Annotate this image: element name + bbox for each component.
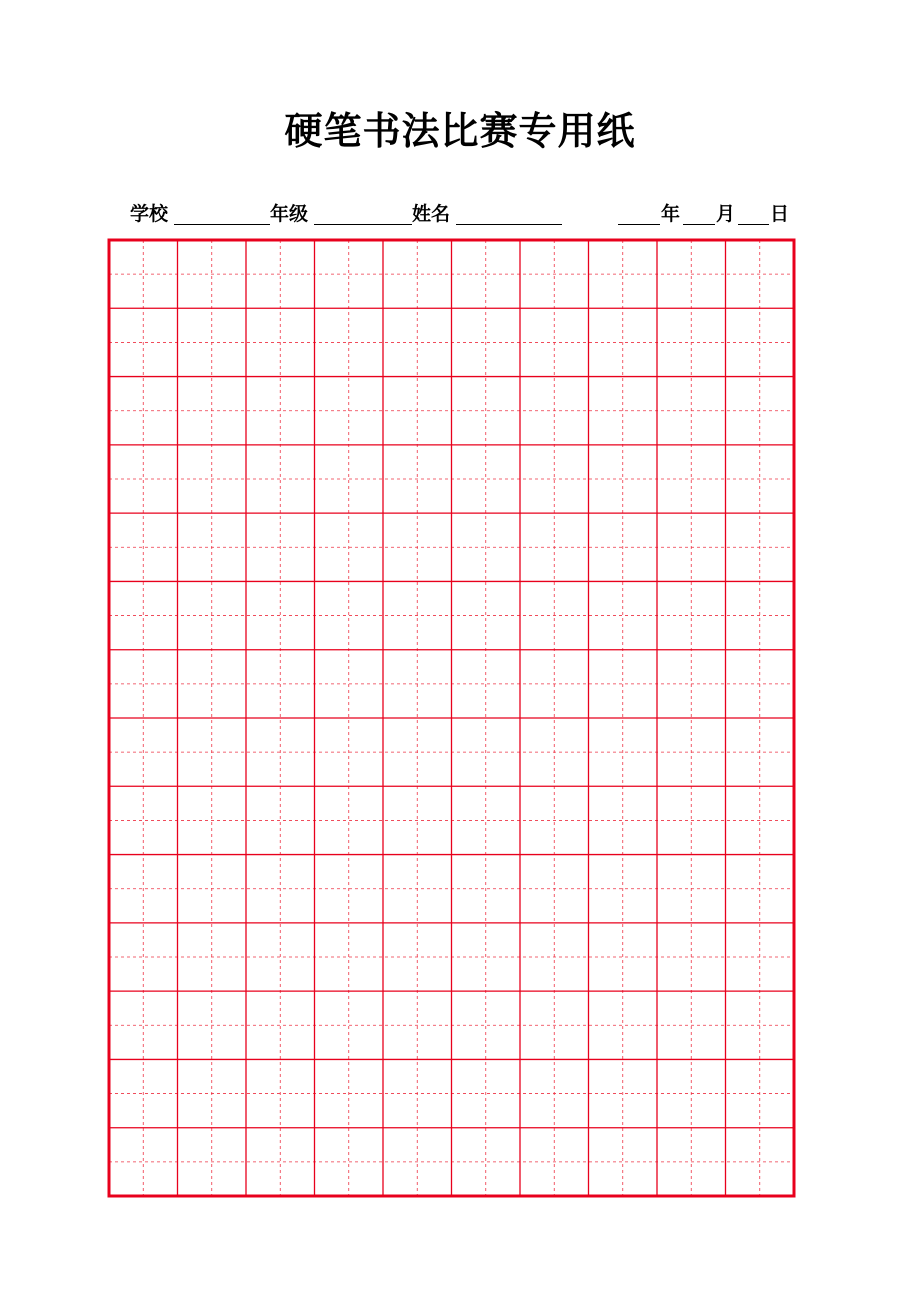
school-label: 学校 xyxy=(130,203,169,225)
page-title: 硬笔书法比赛专用纸 xyxy=(284,109,636,153)
year-label: 年 xyxy=(661,203,681,225)
name-label: 姓名 xyxy=(412,203,451,225)
day-label: 日 xyxy=(770,203,790,225)
grade-label: 年级 xyxy=(270,203,309,225)
month-label: 月 xyxy=(716,203,736,225)
